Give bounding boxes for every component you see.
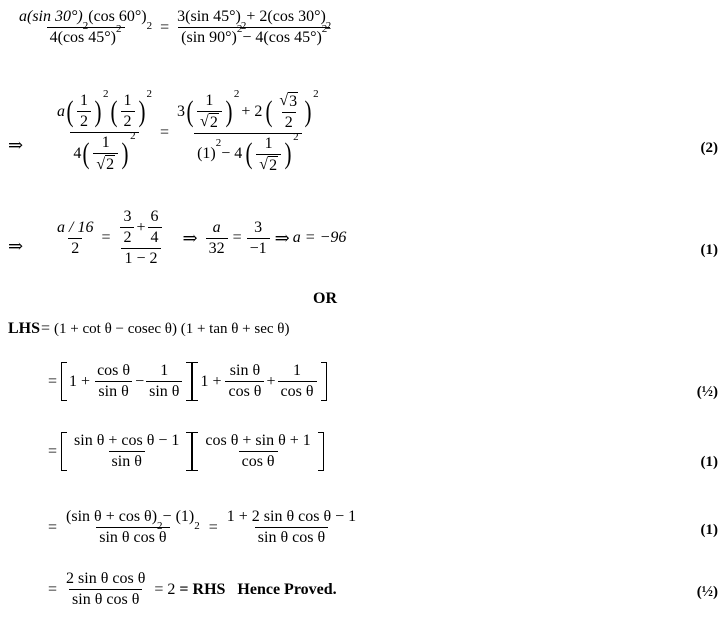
step-2 [48, 432, 324, 471]
cos-theta: cos θ [97, 362, 131, 379]
radical: √ [96, 155, 106, 173]
numerator-1b: − (1) [162, 508, 195, 525]
right-bracket [318, 432, 324, 471]
bracket-group-1 [61, 432, 192, 471]
rhs-numerator-a: 3(sin 45°) [177, 8, 241, 25]
paren: ) [284, 137, 292, 171]
six: 6 [150, 208, 159, 225]
plus: + [136, 218, 146, 236]
bracket-group-2 [192, 432, 323, 471]
lhs-line [8, 320, 289, 338]
lhs-fraction: a(sin 30°) 2 (cos 60°) 2 4(cos 45°) 2 [19, 8, 153, 46]
paren: ( [245, 137, 253, 171]
denominator-1: sin θ [109, 451, 145, 471]
paren: ( [265, 94, 273, 128]
one: 1 [160, 362, 169, 379]
left-bracket [61, 362, 67, 401]
two: 2 [120, 227, 134, 247]
cos-theta: cos θ [225, 381, 264, 401]
marks-line-3: (1) [700, 242, 718, 258]
four: 4 [73, 145, 82, 163]
paren: ) [225, 94, 233, 128]
right-bracket [321, 362, 327, 401]
rhs-fraction: 3(sin 45°) 2 + 2(cos 30°) 2 (sin 90°) 2 − 4(cos 45°) 2 [177, 8, 332, 46]
rhs-fraction: 3 ( 1 √ 2 ) 2 + 2 ( √ 3 2 ) 2 (1) 2 − 4 ( 1 √ 2 ) 2 [177, 88, 319, 174]
equals-two: = 2 [154, 580, 176, 598]
left-bracket [192, 432, 198, 471]
equals: = [41, 320, 51, 337]
denominator-2: cos θ [239, 451, 278, 471]
numerator-1: sin θ + cos θ − 1 [74, 432, 180, 449]
or-label: OR [313, 290, 337, 307]
lhs-numerator-a: a(sin 30°) [19, 8, 83, 25]
var-a: a [212, 218, 221, 236]
implies-arrow: ⇒ [274, 227, 290, 248]
three-over-neg1 [247, 219, 270, 258]
marks-step-1: (½) [696, 384, 718, 400]
equals: = [48, 442, 58, 460]
one: 1 [80, 92, 88, 110]
step-3 [48, 508, 361, 547]
marks-step-2: (1) [700, 454, 718, 470]
minus: − [135, 372, 145, 390]
rhs-label: = RHS [179, 580, 226, 598]
rhs-denominator-a: (sin 90°) [181, 29, 237, 46]
numerator-2: cos θ + sin θ + 1 [205, 432, 311, 449]
sin-theta: sin θ [146, 381, 182, 401]
fraction [63, 570, 148, 609]
two: 2 [121, 111, 135, 131]
neg-one: −1 [247, 238, 270, 258]
marks-step-4: (½) [696, 584, 718, 600]
paren: ) [94, 94, 102, 128]
paren: ( [186, 94, 194, 128]
step-4 [48, 570, 337, 609]
equals: = [101, 229, 111, 246]
result: a = −96 [292, 229, 347, 246]
denominator: sin θ cos θ [96, 527, 169, 547]
fraction-1: (sin θ + cos θ) 2 − (1) 2 sin θ cos θ [66, 508, 200, 546]
lhs-denominator: 4(cos 45°) [49, 29, 116, 46]
radical: √ [279, 92, 289, 110]
radical: √ [259, 155, 269, 173]
lhs-label: LHS [8, 320, 41, 337]
fraction-2 [224, 508, 359, 547]
a32-fraction [206, 219, 228, 258]
equation-line-1 [14, 8, 336, 47]
lhs-numerator-b: (cos 60°) [88, 8, 147, 25]
one: 1 [293, 362, 301, 379]
three: 3 [254, 218, 263, 236]
one-plus: 1 + [69, 372, 91, 390]
a16-fraction [54, 219, 96, 258]
bracket-group-1 [61, 362, 192, 401]
implies-arrow: ⇒ [8, 236, 24, 256]
two: 2 [282, 112, 296, 132]
paren: ) [121, 137, 129, 171]
equals: = [48, 372, 58, 390]
sqrt-2: 2 [106, 156, 115, 174]
radical: √ [200, 113, 209, 131]
one: 1 [264, 134, 273, 152]
var-a: a [57, 102, 65, 120]
equation-line-2 [52, 88, 324, 174]
sqrt-3: 3 [289, 93, 298, 110]
paren: ) [138, 94, 145, 128]
thirty-two: 32 [206, 238, 228, 258]
plus: + [266, 372, 276, 390]
equals: = [232, 229, 242, 246]
hence-proved: Hence Proved. [237, 580, 337, 598]
four: 4 [148, 227, 162, 247]
paren: ( [82, 137, 90, 171]
one: 1 [123, 92, 132, 110]
one: 1 [101, 134, 110, 152]
two: 2 [68, 238, 82, 258]
rhs-numerator-b: + 2(cos 30°) [246, 8, 326, 25]
numerator-1a: (sin θ + cos θ) [66, 508, 158, 525]
paren: ( [66, 94, 74, 128]
denominator: sin θ cos θ [69, 589, 142, 609]
sqrt-2: 2 [209, 114, 218, 131]
denominator: sin θ cos θ [255, 527, 328, 547]
sin-theta: sin θ [229, 362, 261, 379]
lhs-expression: (1 + cot θ − cosec θ) (1 + tan θ + sec θ) [54, 320, 290, 337]
equation-line-3 [52, 208, 346, 268]
equals: = [48, 580, 58, 598]
three: 3 [123, 208, 132, 225]
rhs-denominator-b: − 4(cos 45°) [242, 29, 322, 46]
sin-theta: sin θ [95, 381, 131, 401]
paren: ) [304, 94, 312, 128]
numerator: 2 sin θ cos θ [66, 570, 146, 587]
left-bracket [192, 362, 198, 401]
paren: ( [110, 94, 117, 128]
one-minus-two: 1 − 2 [121, 248, 160, 268]
bracket-group-2 [192, 362, 326, 401]
compound-fraction [115, 208, 166, 268]
lhs-fraction: a ( $\frac{1}{2}$ ) 2 ( $\frac{1}{2}$ ) 2 4 ( 1 √ 2 ) 2 [57, 88, 152, 174]
cos-theta: cos θ [278, 381, 317, 401]
equals: = [208, 518, 218, 536]
one-paren: (1) [197, 145, 216, 163]
a-over-16: a / 16 [57, 218, 94, 236]
implies-arrow: ⇒ [182, 227, 198, 248]
sqrt-2: 2 [269, 156, 278, 174]
equals: = [160, 124, 170, 142]
two: 2 [77, 111, 91, 131]
equals: = [48, 518, 58, 536]
numerator-2: 1 + 2 sin θ cos θ − 1 [226, 508, 357, 525]
one: 1 [205, 92, 214, 109]
marks-step-3: (1) [700, 522, 718, 538]
minus-four: − 4 [221, 145, 243, 163]
implies-arrow: ⇒ [8, 135, 24, 155]
marks-line-2: (2) [700, 140, 718, 156]
one-plus: 1 + [200, 372, 222, 390]
three: 3 [177, 102, 186, 120]
left-bracket [61, 432, 67, 471]
plus-two: + 2 [241, 102, 263, 120]
step-1 [48, 362, 327, 401]
equals: = [160, 18, 170, 36]
